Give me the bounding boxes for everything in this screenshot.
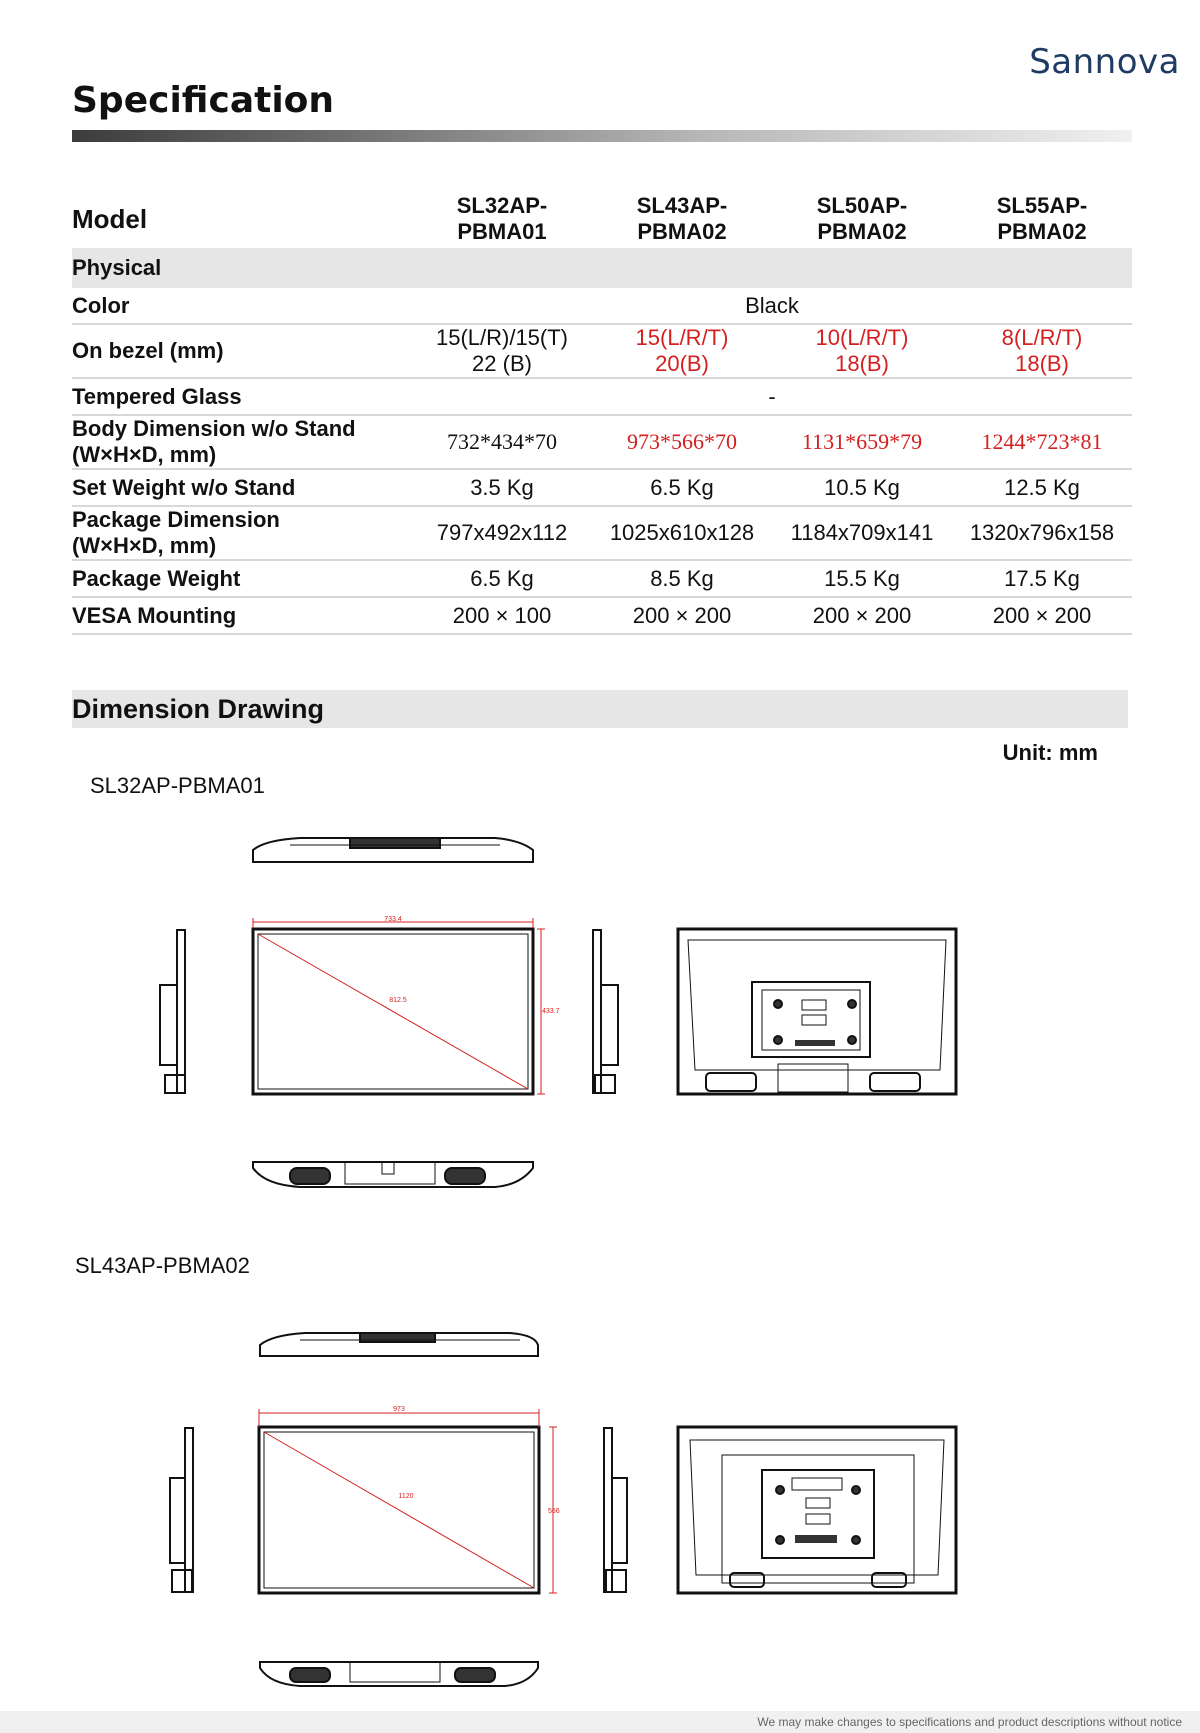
cell-value: 10.5 Kg	[772, 469, 952, 506]
model-name: SL50AP- PBMA02	[816, 193, 908, 244]
cell-value: 200 × 200	[772, 597, 952, 634]
drawing2-top-view	[260, 1333, 538, 1356]
cell-value: 1025x610x128	[592, 506, 772, 560]
drawing2-diagonal-label: 1120	[398, 1493, 414, 1500]
cell-value: 6.5 Kg	[412, 560, 592, 597]
model-name: SL32AP- PBMA01	[456, 193, 548, 244]
cell-value: 8(L/R/T) 18(B)	[952, 324, 1132, 378]
row-label: Tempered Glass	[72, 378, 412, 415]
drawing2-model-label: SL43AP-PBMA02	[75, 1253, 250, 1278]
section-title: Physical	[72, 248, 1132, 288]
drawing1-rear-view	[678, 929, 956, 1094]
cell-value: 1244*723*81	[952, 415, 1132, 469]
cell-value: 200 × 200	[952, 597, 1132, 634]
drawing2-width-label: 973	[393, 1406, 405, 1413]
cell-value: 8.5 Kg	[592, 560, 772, 597]
drawing2-right-side-view	[604, 1428, 627, 1592]
cell-value: 6.5 Kg	[592, 469, 772, 506]
drawing1-right-side-view	[593, 930, 618, 1093]
model-name: SL43AP- PBMA02	[636, 193, 728, 244]
cell-value: 200 × 100	[412, 597, 592, 634]
cell-value: 200 × 200	[592, 597, 772, 634]
cell-value: 973*566*70	[592, 415, 772, 469]
row-label: Set Weight w/o Stand	[72, 469, 412, 506]
drawing2-bottom-view	[260, 1662, 538, 1686]
footer-disclaimer: We may make changes to specifications and product descriptions without notice	[0, 1711, 1200, 1733]
model-name: SL55AP- PBMA02	[996, 193, 1088, 244]
cell-value: 1131*659*79	[772, 415, 952, 469]
cell-value: 12.5 Kg	[952, 469, 1132, 506]
cell-value: -	[412, 378, 1132, 415]
cell-value: 15(L/R)/15(T) 22 (B)	[412, 324, 592, 378]
cell-value: 15(L/R/T) 20(B)	[592, 324, 772, 378]
dimension-drawing-header: Dimension Drawing	[72, 690, 1128, 728]
cell-value: 797x492x112	[412, 506, 592, 560]
row-label: VESA Mounting	[72, 597, 412, 634]
cell-value: 3.5 Kg	[412, 469, 592, 506]
cell-value: 17.5 Kg	[952, 560, 1132, 597]
row-label: Body Dimension w/o Stand (W×H×D, mm)	[72, 415, 412, 469]
drawing1-left-side-view	[160, 930, 185, 1093]
row-label: Package Weight	[72, 560, 412, 597]
drawing1-diagonal-label: 812.5	[389, 997, 407, 1004]
row-label: On bezel (mm)	[72, 324, 412, 378]
model-label: Model	[72, 203, 148, 234]
cell-value: 732*434*70	[412, 415, 592, 469]
brand-logo: Sannova	[1029, 42, 1180, 82]
drawing2-rear-view	[678, 1427, 956, 1593]
drawing1-bottom-view	[253, 1162, 533, 1187]
cell-value: Black	[412, 288, 1132, 324]
unit-label: Unit: mm	[1002, 740, 1098, 765]
drawing2-left-side-view	[170, 1428, 193, 1592]
cell-value: 1184x709x141	[772, 506, 952, 560]
row-label: Color	[72, 288, 412, 324]
drawing1-model-label: SL32AP-PBMA01	[90, 773, 265, 798]
cell-value: 1320x796x158	[952, 506, 1132, 560]
cell-value: 15.5 Kg	[772, 560, 952, 597]
page-title: Specification	[72, 80, 335, 121]
cell-value: 10(L/R/T) 18(B)	[772, 324, 952, 378]
drawing1-width-label: 733.4	[384, 916, 402, 923]
drawing1-top-view	[253, 838, 533, 862]
drawing2-height-label: 566	[548, 1508, 560, 1515]
drawing1-height-label: 433.7	[542, 1008, 560, 1015]
row-label: Package Dimension (W×H×D, mm)	[72, 506, 412, 560]
